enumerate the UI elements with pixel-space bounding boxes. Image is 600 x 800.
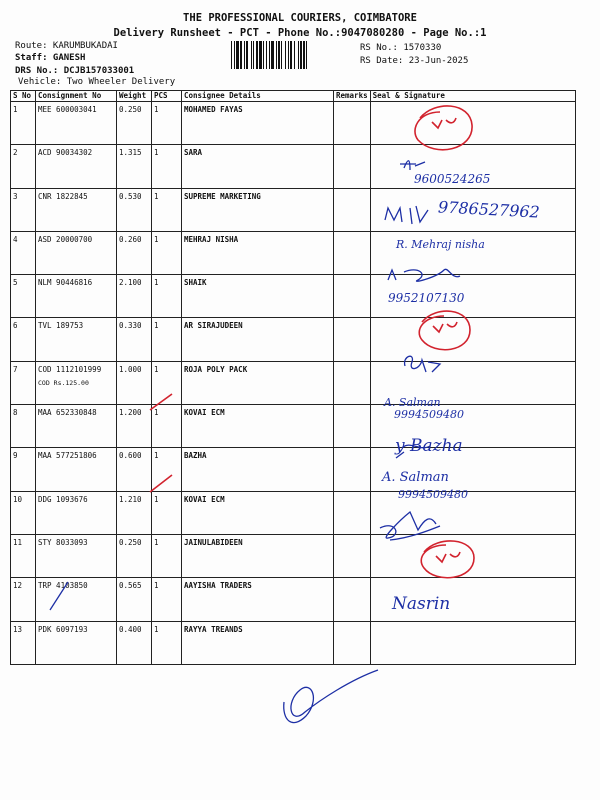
- cell-consignee-text: BAZHA: [184, 451, 207, 461]
- cell-sno: [11, 578, 36, 621]
- cell-sno-text: 8: [13, 408, 18, 418]
- cell-consignment-text: ASD 20000700: [38, 234, 93, 244]
- cell-sno: [11, 361, 36, 404]
- cell-consignee-text: JAINULABIDEEN: [184, 537, 243, 547]
- runsheet-table: [10, 90, 576, 665]
- cell-remarks: [334, 145, 371, 188]
- cell-sno: [11, 318, 36, 361]
- cell-weight: [117, 491, 152, 534]
- cell-consignment: [36, 491, 117, 534]
- cell-consignee-text: SARA: [184, 148, 203, 158]
- cell-weight-text: 1.000: [119, 364, 142, 374]
- cell-signature: [370, 318, 575, 361]
- col-sno: S No: [11, 91, 36, 102]
- cell-weight: [117, 621, 152, 664]
- cell-sno: [11, 621, 36, 664]
- table-header-row: [11, 91, 576, 102]
- cell-consignment-text: ACD 90034302: [38, 148, 93, 158]
- cell-remarks: [334, 578, 371, 621]
- cell-weight-text: 1.200: [119, 408, 142, 418]
- cell-sno-text: 3: [13, 191, 18, 201]
- cell-sno: [11, 448, 36, 491]
- cell-sno: [11, 491, 36, 534]
- cell-weight: [117, 578, 152, 621]
- cell-consignee-text: MEHRAJ NISHA: [184, 234, 239, 244]
- cell-remarks: [334, 231, 371, 274]
- cell-sno: [11, 534, 36, 577]
- cell-weight: [117, 275, 152, 318]
- cell-sno-text: 9: [13, 451, 18, 461]
- cell-pcs-text: 1: [154, 278, 159, 288]
- cell-weight-text: 0.330: [119, 321, 142, 331]
- cell-pcs-text: 1: [154, 494, 159, 504]
- table-row: [11, 102, 576, 145]
- cell-weight-text: 0.250: [119, 105, 142, 114]
- cell-weight-text: 2.100: [119, 278, 142, 288]
- cell-consignee: [182, 361, 334, 404]
- cell-consignee: [182, 231, 334, 274]
- table-row: [11, 361, 576, 404]
- handwritten-phone-row10: 9994509480: [398, 488, 468, 501]
- cell-weight: [117, 361, 152, 404]
- cell-consignee-text: AR SIRAJUDEEN: [184, 321, 243, 331]
- cell-sno-text: 1: [13, 105, 18, 114]
- cell-pcs-text: 1: [154, 191, 159, 201]
- table-row: [11, 318, 576, 361]
- cell-pcs: [152, 145, 182, 188]
- drs-number: DRS No.: DCJB157033001: [15, 66, 135, 76]
- route-label: Route: KARUMBUKADAI: [15, 41, 118, 51]
- handwritten-name-row4: R. Mehraj nisha: [396, 238, 485, 251]
- cell-pcs-text: 1: [154, 234, 159, 244]
- cell-sno-text: 7: [13, 364, 18, 374]
- cell-consignment-text: MAA 577251806: [38, 451, 97, 461]
- cell-pcs: [152, 361, 182, 404]
- cell-pcs-text: 1: [154, 364, 159, 374]
- cell-sno: [11, 188, 36, 231]
- cell-pcs: [152, 231, 182, 274]
- col-weight: Weight: [117, 91, 152, 102]
- cell-pcs-text: 1: [154, 537, 159, 547]
- cell-sno-text: 13: [13, 624, 23, 634]
- cell-remarks: [334, 491, 371, 534]
- cell-consignee: [182, 275, 334, 318]
- cell-consignment: [36, 145, 117, 188]
- cell-consignment: [36, 275, 117, 318]
- col-pcs: PCS: [152, 91, 182, 102]
- cell-weight-text: 0.400: [119, 624, 142, 634]
- cell-pcs: [152, 102, 182, 145]
- cell-sno: [11, 231, 36, 274]
- cell-weight: [117, 145, 152, 188]
- cell-consignee: [182, 318, 334, 361]
- cell-remarks: [334, 448, 371, 491]
- cell-remarks: [334, 102, 371, 145]
- cell-pcs: [152, 621, 182, 664]
- cell-pcs: [152, 405, 182, 448]
- scribble-footer: [284, 670, 378, 723]
- cell-pcs-text: 1: [154, 451, 159, 461]
- cell-consignee: [182, 534, 334, 577]
- cell-consignment: [36, 534, 117, 577]
- cell-pcs: [152, 491, 182, 534]
- cell-sno-text: 4: [13, 234, 18, 244]
- cell-consignee-text: ROJA POLY PACK: [184, 364, 248, 374]
- handwritten-phone-row8: 9994509480: [394, 408, 464, 421]
- handwritten-phone-row5: 9952107130: [388, 291, 465, 305]
- vehicle-label: Vehicle: Two Wheeler Delivery: [18, 77, 176, 87]
- cell-pcs: [152, 275, 182, 318]
- col-consignee: Consignee Details: [182, 91, 334, 102]
- cell-weight-text: 0.250: [119, 537, 142, 547]
- cell-pcs-text: 1: [154, 148, 159, 158]
- cell-weight-text: 1.315: [119, 148, 142, 158]
- table-row: [11, 145, 576, 188]
- cell-weight-text: 0.600: [119, 451, 142, 461]
- cell-weight-text: 0.565: [119, 581, 142, 591]
- table-row: [11, 231, 576, 274]
- cell-sno: [11, 145, 36, 188]
- cell-consignee: [182, 621, 334, 664]
- cell-weight: [117, 318, 152, 361]
- cell-consignment: [36, 361, 117, 404]
- handwritten-name-row8: A. Salman: [384, 396, 441, 409]
- cell-sno: [11, 275, 36, 318]
- table-row: [11, 448, 576, 491]
- cell-pcs-text: 1: [154, 624, 159, 634]
- cell-remarks: [334, 534, 371, 577]
- table-row: [11, 534, 576, 577]
- cell-consignee: [182, 491, 334, 534]
- cell-consignment: [36, 188, 117, 231]
- cell-consignment-text: PDK 6097193: [38, 624, 88, 634]
- barcode-image: [230, 41, 352, 69]
- handwritten-name-row9: y Bazha: [395, 436, 463, 456]
- cell-pcs-text: 1: [154, 321, 159, 331]
- cell-consignee-text: AAYISHA TRADERS: [184, 581, 252, 591]
- cell-sno-text: 5: [13, 278, 18, 288]
- cell-sno: [11, 102, 36, 145]
- cell-consignee-text: KOVAI ECM: [184, 494, 225, 504]
- cell-sno-text: 10: [13, 494, 23, 504]
- col-consignment: Consignment No: [36, 91, 117, 102]
- cell-signature: [370, 621, 575, 664]
- cell-pcs: [152, 534, 182, 577]
- cell-consignment: [36, 405, 117, 448]
- cell-consignment: [36, 578, 117, 621]
- col-remarks: Remarks: [334, 91, 371, 102]
- cell-weight: [117, 231, 152, 274]
- cell-consignment-text: NLM 90446816: [38, 278, 93, 288]
- staff-label: Staff: GANESH: [15, 53, 86, 63]
- cell-consignee: [182, 145, 334, 188]
- rs-date: RS Date: 23-Jun-2025: [360, 56, 469, 66]
- col-seal-signature: Seal & Signature: [370, 91, 575, 102]
- cell-signature: [370, 102, 575, 145]
- cell-consignment-text: DDG 1093676: [38, 494, 88, 504]
- cell-sno-text: 6: [13, 321, 18, 331]
- cell-consignment-text: MAA 652330848: [38, 408, 97, 418]
- cell-pcs: [152, 448, 182, 491]
- handwritten-phone-row3: 9786527962: [437, 197, 541, 222]
- cell-consignee-text: KOVAI ECM: [184, 408, 225, 418]
- table-row: [11, 491, 576, 534]
- cell-consignee: [182, 405, 334, 448]
- cell-pcs: [152, 318, 182, 361]
- table-row: [11, 578, 576, 621]
- cell-consignment: [36, 318, 117, 361]
- cell-consignee: [182, 102, 334, 145]
- cell-consignment-text: COD 1112101999: [38, 364, 102, 374]
- cell-pcs: [152, 188, 182, 231]
- cell-pcs-text: 1: [154, 581, 159, 591]
- cell-sno-text: 11: [13, 537, 23, 547]
- cell-consignment-text: TRP 4103850: [38, 581, 88, 591]
- company-name: THE PROFESSIONAL COURIERS, COIMBATORE: [183, 12, 417, 24]
- cell-consignee: [182, 448, 334, 491]
- handwritten-name-row13: Nasrin: [392, 594, 451, 614]
- cell-consignment-text: STY 8033093: [38, 537, 88, 547]
- cell-consignee-text: SUPREME MARKETING: [184, 191, 261, 201]
- table-row: [11, 405, 576, 448]
- cell-pcs-text: 1: [154, 105, 159, 114]
- table-row: [11, 621, 576, 664]
- cell-remarks: [334, 275, 371, 318]
- cell-consignment: [36, 621, 117, 664]
- runsheet-subtitle: Delivery Runsheet - PCT - Phone No.:9047080280 - Page No.:1: [113, 27, 487, 39]
- cell-consignment: [36, 102, 117, 145]
- cell-remarks: [334, 188, 371, 231]
- cell-weight-text: 0.260: [119, 234, 142, 244]
- cell-weight: [117, 188, 152, 231]
- cell-weight: [117, 534, 152, 577]
- cell-pcs: [152, 578, 182, 621]
- cod-amount: COD Rs.125.00: [38, 378, 89, 387]
- cell-weight-text: 1.210: [119, 494, 142, 504]
- cell-consignment-text: CNR 1822845: [38, 191, 88, 201]
- cell-weight: [117, 448, 152, 491]
- cell-weight: [117, 102, 152, 145]
- rs-number: RS No.: 1570330: [360, 43, 442, 53]
- cell-consignee: [182, 578, 334, 621]
- cell-consignee-text: SHAIK: [184, 278, 207, 288]
- cell-consignment: [36, 448, 117, 491]
- cell-sno-text: 2: [13, 148, 18, 158]
- handwritten-name-row10: A. Salman: [382, 470, 449, 485]
- cell-remarks: [334, 318, 371, 361]
- cell-sno-text: 12: [13, 581, 23, 591]
- cell-consignee-text: MOHAMED FAYAS: [184, 105, 243, 114]
- table-row: [11, 275, 576, 318]
- cell-weight: [117, 405, 152, 448]
- cell-weight-text: 0.530: [119, 191, 142, 201]
- cell-consignment-text: MEE 600003041: [38, 105, 97, 114]
- cell-remarks: [334, 361, 371, 404]
- cell-consignee: [182, 188, 334, 231]
- cell-sno: [11, 405, 36, 448]
- cell-consignment: [36, 231, 117, 274]
- cell-remarks: [334, 621, 371, 664]
- cell-pcs-text: 1: [154, 408, 159, 418]
- handwritten-phone-row2: 9600524265: [414, 172, 491, 186]
- cell-consignment-text: TVL 189753: [38, 321, 84, 331]
- cell-remarks: [334, 405, 371, 448]
- cell-consignee-text: RAYYA TREANDS: [184, 624, 243, 634]
- cell-signature: [370, 534, 575, 577]
